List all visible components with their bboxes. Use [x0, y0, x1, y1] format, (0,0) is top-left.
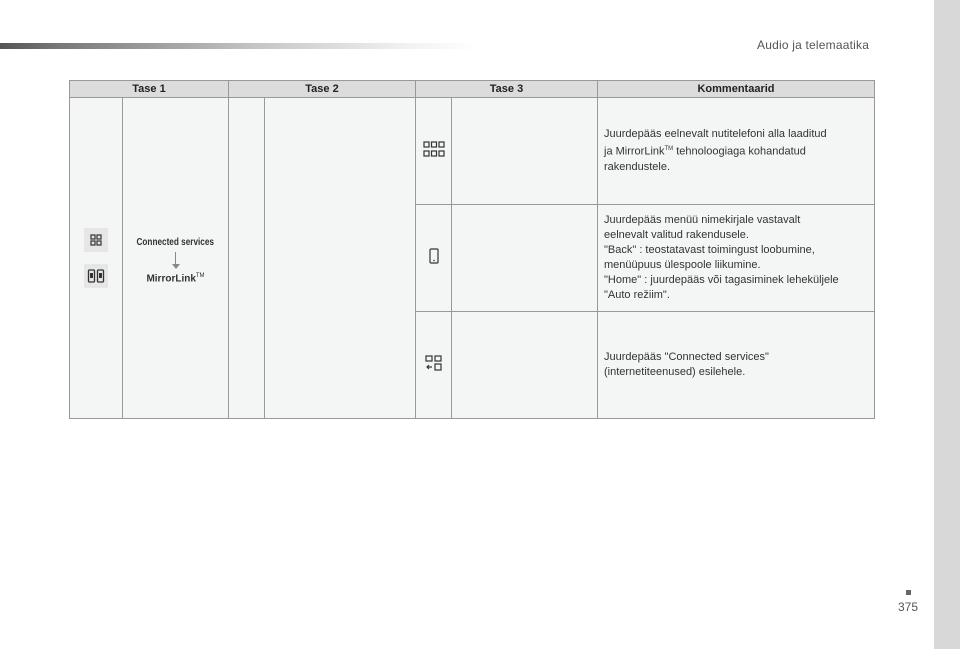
connected-services-label: Connected services: [136, 236, 215, 248]
level2-icon-cell: [229, 98, 265, 419]
arrow-connector: [175, 252, 176, 264]
comment-cell: Juurdepääs menüü nimekirjale vastavalt eelnevalt valitud rakendusele. "Back" : teostatavast toimingust loobumine, menüüpuus ülespoole liikumine. "Home" : juurdepääs või tagasiminek leheküljele "Auto režiim".: [598, 205, 875, 312]
menu-table: [69, 80, 875, 419]
col-header-comments: Kommentaarid: [598, 81, 875, 98]
apps-grid-icon: [423, 144, 445, 161]
table-row: [70, 98, 875, 205]
level3-icon-cell: [416, 205, 452, 312]
back-to-services-icon: [425, 358, 443, 375]
col-header-tase1: Tase 1: [70, 81, 229, 98]
mirrorlink-label: MirrorLink™: [146, 272, 205, 285]
col-header-tase2: Tase 2: [229, 81, 416, 98]
level3-label-cell: [452, 312, 598, 419]
table-header-row: [70, 81, 875, 98]
level2-label-cell: [265, 98, 416, 419]
level3-icon-cell: [416, 98, 452, 205]
header-gradient-bar: [0, 43, 480, 49]
level3-label-cell: [452, 205, 598, 312]
level3-icon-cell: [416, 312, 452, 419]
section-title: Audio ja telemaatika: [757, 38, 870, 52]
right-margin-strip: [934, 0, 960, 649]
col-header-tase3: Tase 3: [416, 81, 598, 98]
level1-icon-cell: [70, 98, 123, 419]
arrow-down-icon: [172, 264, 180, 269]
level3-label-cell: [452, 98, 598, 205]
smartphone-icon: [429, 251, 439, 268]
level1-label-cell: [123, 98, 229, 419]
comment-cell: Juurdepääs "Connected services" (internetiteenused) esilehele.: [598, 312, 875, 419]
comment-cell: Juurdepääs eelnevalt nutitelefoni alla laaditud ja MirrorLink™ tehnoloogiaga kohandatud rakendustele.: [598, 98, 875, 205]
mirrorlink-icon: [84, 264, 108, 288]
page-number: 375: [898, 600, 919, 614]
page-marker: [906, 590, 911, 595]
connected-services-icon: [84, 228, 108, 252]
